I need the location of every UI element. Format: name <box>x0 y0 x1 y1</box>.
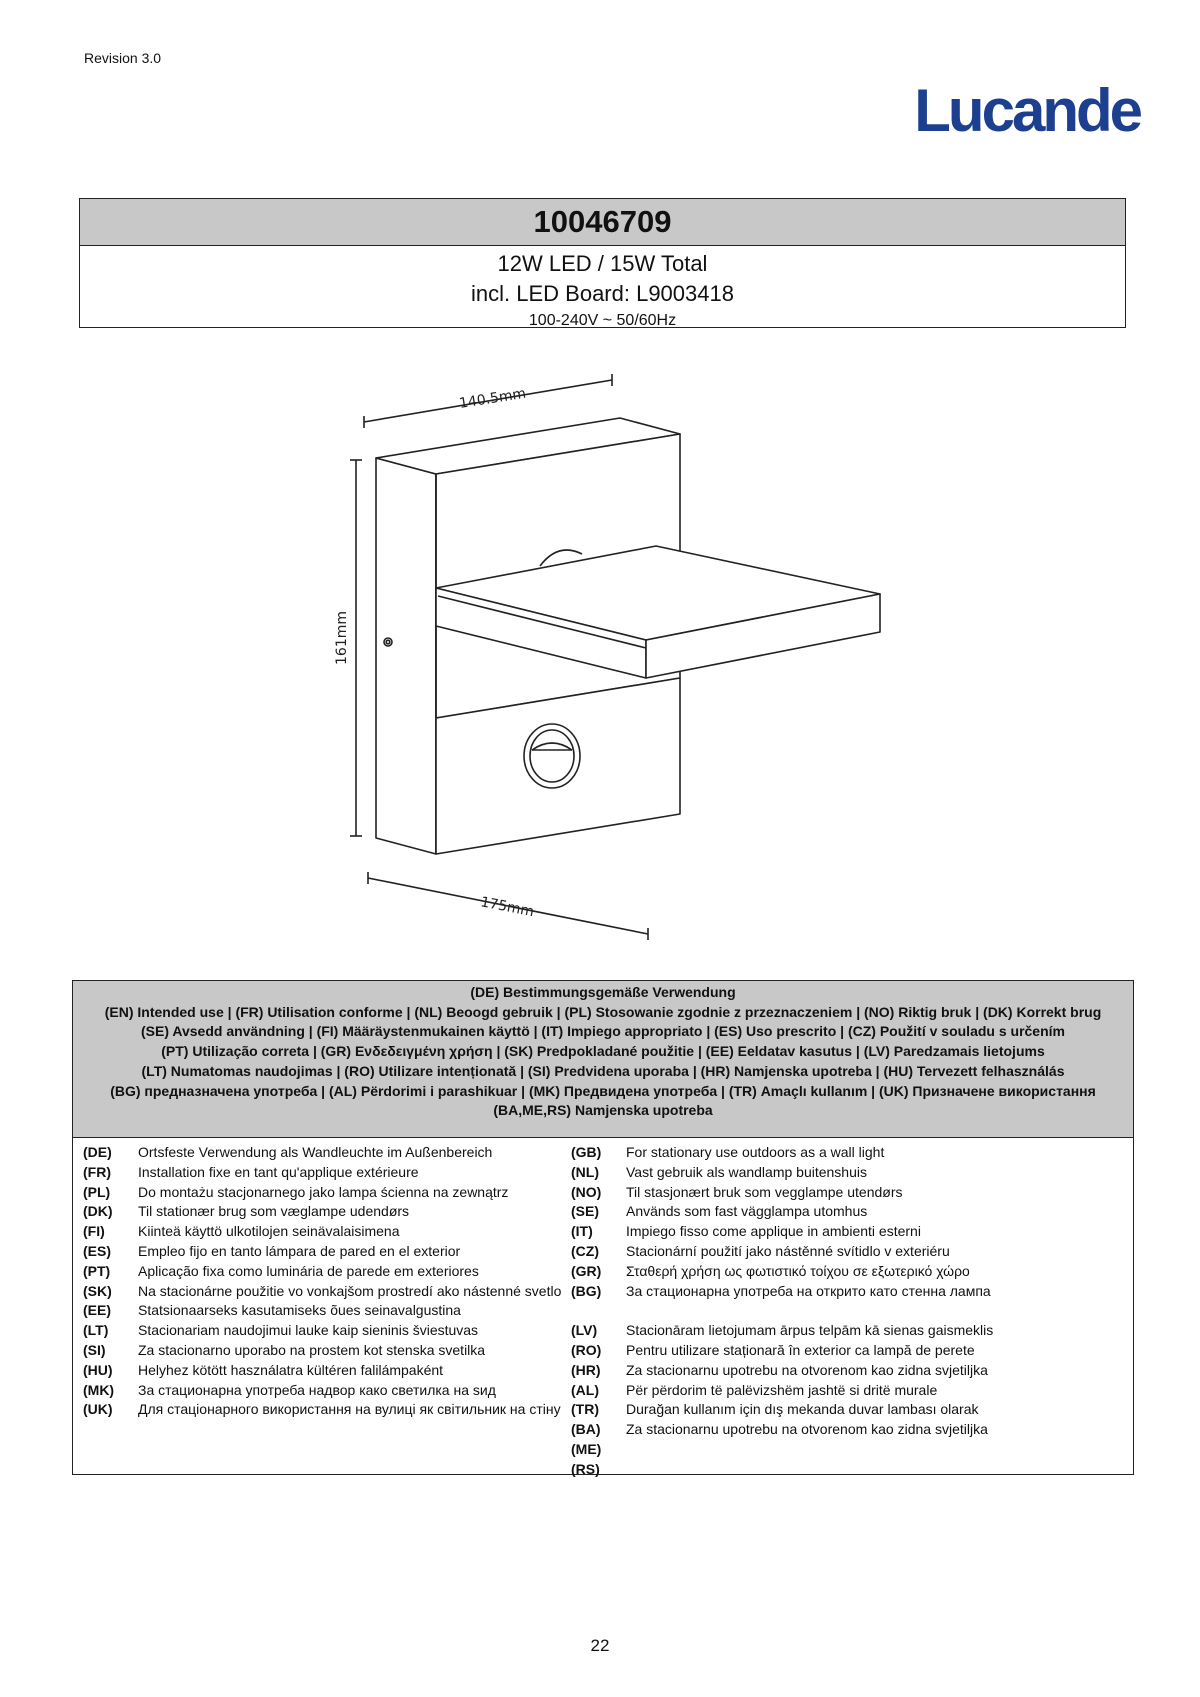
language-code: (DK) <box>83 1203 113 1220</box>
use-text: Stacionární použití jako nástěnné svítidlo v exteriéru <box>626 1242 950 1259</box>
list-item <box>571 1460 1111 1480</box>
intended-use-right-column <box>571 1143 1111 1480</box>
heading-line: (EN) Intended use | (FR) Utilisation conforme | (NL) Beoogd gebruik | (PL) Stosowanie zgodnie z przeznaczeniem | (NO) Riktig bruk | (DK) Korrekt brug <box>104 1003 1102 1020</box>
language-code: (LV) <box>571 1322 598 1339</box>
language-code: (DE) <box>83 1144 112 1160</box>
list-item <box>83 1381 583 1401</box>
list-item <box>571 1440 1111 1460</box>
use-text: Empleo fijo en tanto lámpara de pared en el exterior <box>138 1242 461 1259</box>
list-item <box>83 1341 583 1361</box>
use-text: Används som fast vägglampa utomhus <box>626 1203 868 1220</box>
language-code: (LT) <box>83 1322 109 1339</box>
use-text: Pentru utilizare staționară în exterior ca lampă de perete <box>626 1341 975 1358</box>
list-item <box>571 1262 1111 1282</box>
language-code: (IT) <box>571 1223 593 1240</box>
use-text: Aplicação fixa como luminária de parede em exteriores <box>138 1262 479 1279</box>
intended-use-table <box>72 980 1134 1475</box>
use-text: Za stacionarnu upotrebu na otvorenom kao zidna svjetiljka <box>626 1421 988 1438</box>
use-text: За стационарна употреба на открито като стенна лампа <box>626 1282 991 1299</box>
language-code: (PL) <box>83 1183 111 1200</box>
heading-line: (PT) Utilização correta | (GR) Ενδεδειγμένη χρήση | (SK) Predpokladané použitie | (EE) Eeldatav kasutus | (LV) Paredzamais lietojums <box>161 1043 1045 1060</box>
language-code: (BA) <box>571 1421 601 1438</box>
list-item <box>571 1381 1111 1401</box>
product-number: 10046709 <box>80 199 1125 246</box>
intended-use-left-column <box>83 1143 583 1420</box>
list-item <box>571 1341 1111 1361</box>
list-item <box>571 1282 1111 1302</box>
use-text: Za stacionarno uporabo na prostem kot stenska svetilka <box>138 1341 486 1358</box>
list-item <box>83 1400 583 1420</box>
heading-line: (BA,ME,RS) Namjenska upotreba <box>493 1102 713 1119</box>
list-item <box>571 1400 1111 1420</box>
list-item <box>83 1321 583 1341</box>
heading-line: (DE) Bestimmungsgemäße Verwendung <box>470 984 736 1000</box>
use-text: Σταθερή χρήση ως φωτιστικό τοίχου σε εξωτερικό χώρο <box>626 1262 970 1279</box>
language-code: (BG) <box>571 1282 602 1299</box>
language-code: (RO) <box>571 1341 602 1358</box>
language-code: (TR) <box>571 1401 599 1418</box>
use-text: Helyhez kötött használatra kültéren falilámpaként <box>138 1361 444 1378</box>
use-text: Для стаціонарного використання на вулиці як світильник на стіну <box>138 1401 561 1418</box>
product-spec-box <box>79 198 1126 328</box>
use-text: Impiego fisso come applique in ambienti esterni <box>626 1223 921 1240</box>
height-dimension-label: 161mm <box>334 611 350 665</box>
use-text: Til stationær brug som væglampe udendørs <box>138 1203 410 1220</box>
use-text: Stacionāram lietojumam ārpus telpām kā sienas gaismeklis <box>626 1322 994 1339</box>
list-item <box>83 1301 583 1321</box>
use-text: Vast gebruik als wandlamp buitenshuis <box>626 1163 867 1180</box>
language-code: (UK) <box>83 1401 113 1418</box>
depth-dimension-label: 140.5mm <box>458 385 528 412</box>
list-item <box>571 1202 1111 1222</box>
use-text: За стационарна употреба надвор како светилка на ѕид <box>138 1381 496 1398</box>
language-code: (PT) <box>83 1262 111 1279</box>
list-item <box>83 1143 583 1163</box>
list-item <box>83 1242 583 1262</box>
use-text: For stationary use outdoors as a wall light <box>626 1144 885 1160</box>
use-text: Installation fixe en tant qu'applique extérieure <box>138 1163 419 1180</box>
language-code: (CZ) <box>571 1242 599 1259</box>
language-code: (GR) <box>571 1262 602 1279</box>
use-text: Durağan kullanım için dış mekanda duvar lambası olarak <box>626 1401 979 1418</box>
list-item <box>83 1202 583 1222</box>
language-code: (ME) <box>571 1440 602 1457</box>
use-text <box>626 1460 1111 1480</box>
language-code: (SE) <box>571 1203 599 1220</box>
language-code: (NL) <box>571 1163 599 1180</box>
list-item <box>571 1321 1111 1341</box>
use-text: Do montażu stacjonarnego jako lampa ścienna na zewnątrz <box>138 1183 509 1200</box>
use-text: Na stacionárne použitie vo vonkajšom prostredí ako nástenné svetlo <box>138 1282 562 1299</box>
intended-use-heading <box>73 981 1133 1138</box>
language-code: (AL) <box>571 1381 599 1398</box>
brand-logo: Lucande <box>914 77 1140 144</box>
heading-line: (LT) Numatomas naudojimas | (RO) Utilizare intenționată | (SI) Predvidena uporaba | (HR) Namjenska upotreba | (HU) Tervezett felhasználás <box>141 1062 1065 1079</box>
list-item <box>571 1361 1111 1381</box>
language-code: (FR) <box>83 1163 111 1180</box>
use-text: Stacionariam naudojimui lauke kaip sieninis šviestuvas <box>138 1322 479 1339</box>
list-item <box>571 1163 1111 1183</box>
list-item <box>571 1183 1111 1203</box>
use-text <box>626 1440 1111 1460</box>
language-code: (FI) <box>83 1223 105 1240</box>
width-dimension-label: 175mm <box>479 894 536 921</box>
use-text: Kiinteä käyttö ulkotilojen seinävalaisimena <box>138 1223 400 1240</box>
language-code: (NO) <box>571 1183 602 1200</box>
language-code: (HR) <box>571 1361 601 1378</box>
list-item <box>571 1301 1111 1321</box>
use-text: Til stasjonært bruk som vegglampe utendørs <box>626 1183 903 1200</box>
language-code: (SI) <box>83 1341 106 1358</box>
product-dimension-drawing <box>320 370 920 950</box>
voltage-spec: 100-240V ~ 50/60Hz <box>528 312 677 329</box>
use-text: Për përdorim të palëvizshëm jashtë si dritë murale <box>626 1381 938 1398</box>
list-item <box>83 1163 583 1183</box>
heading-line: (SE) Avsedd användning | (FI) Määräystenmukainen käyttö | (IT) Impiego appropriato | (ES) Uso prescrito | (CZ) Použití v souladu s určením <box>141 1023 1065 1040</box>
list-item <box>571 1143 1111 1163</box>
list-item <box>571 1420 1111 1440</box>
list-item <box>83 1222 583 1242</box>
language-code: (SK) <box>83 1282 112 1299</box>
use-text: Statsionaarseks kasutamiseks õues seinavalgustina <box>138 1302 461 1319</box>
language-code: (EE) <box>83 1302 111 1319</box>
use-text: Ortsfeste Verwendung als Wandleuchte im Außenbereich <box>138 1144 493 1160</box>
use-text: Za stacionarnu upotrebu na otvorenom kao zidna svjetiljka <box>626 1361 988 1378</box>
list-item <box>83 1282 583 1302</box>
language-code: (HU) <box>83 1361 113 1378</box>
revision-label: Revision 3.0 <box>84 50 162 66</box>
led-board-spec: incl. LED Board: L9003418 <box>471 281 734 306</box>
language-code <box>571 1301 626 1321</box>
list-item <box>83 1183 583 1203</box>
language-code: (ES) <box>83 1242 111 1259</box>
list-item <box>571 1242 1111 1262</box>
list-item <box>83 1361 583 1381</box>
language-code: (MK) <box>83 1381 115 1398</box>
heading-line: (BG) предназначена употреба | (AL) Përdorimi i parashikuar | (MK) Предвидена употреба | (TR) Amaçlı kullanım | (UK) Призначене використання <box>110 1082 1096 1099</box>
language-code: (RS) <box>571 1460 600 1477</box>
power-spec: 12W LED / 15W Total <box>497 251 708 276</box>
language-code: (GB) <box>571 1144 602 1160</box>
list-item <box>571 1222 1111 1242</box>
list-item <box>83 1262 583 1282</box>
page-number: 22 <box>590 1636 610 1655</box>
